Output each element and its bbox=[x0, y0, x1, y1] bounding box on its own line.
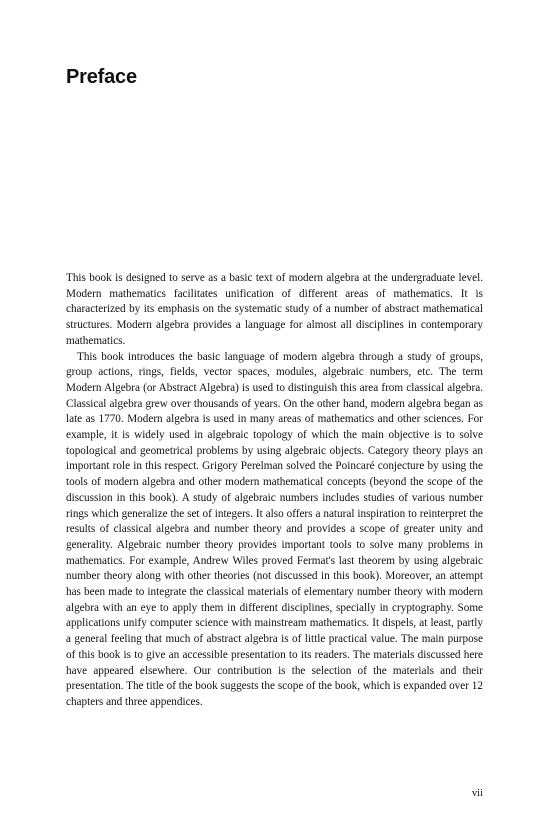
preface-body bbox=[66, 271, 483, 711]
page-title: Preface bbox=[66, 66, 137, 88]
page-number: vii bbox=[471, 788, 483, 799]
paragraph-1: This book is designed to serve as a basic text of modern algebra at the undergraduate level. Modern mathematics facilitates unification of different areas of mathematics. It is characterized by its emphasis on the systematic study of a number of abstract mathematical structures. Modern algebra provides a language for almost all disciplines in contemporary mathematics. bbox=[66, 272, 483, 347]
paragraph-2: This book introduces the basic language of modern algebra through a study of groups, group actions, rings, fields, vector spaces, modules, algebraic numbers, etc. The term Modern Algebra (or Abstract Algebra) is used to distinguish this area from classical algebra. Classical algebra grew over thousands of years. On the other hand, modern algebra began as late as 1770. Modern algebra is used in many areas of mathematics and other sciences. For example, it is widely used in algebraic topology of which the main objective is to solve topological and geometrical problems by using algebraic objects. Category theory plays an important role in this respect. Grigory Perelman solved the Poincaré conjecture by using the tools of modern algebra and other modern mathematical concepts (beyond the scope of the discussion in this book). A study of algebraic numbers includes studies of various number rings which generalize the set of integers. It also offers a natural inspiration to reinterpret the results of classical algebra and number theory and provides a scope of greater unity and generality. Algebraic number theory provides important tools to solve many problems in mathematics. For example, Andrew Wiles proved Fermat's last theorem by using algebraic number theory along with other theories (not discussed in this book). Moreover, an attempt has been made to integrate the classical materials of elementary number theory with modern algebra with an eye to apply them in different disciplines, specially in cryptography. Some applications unify computer science with mainstream mathematics. It dispels, at least, partly a general feeling that much of abstract algebra is of little practical value. The main purpose of this book is to give an accessible presentation to its readers. The materials discussed here have appeared elsewhere. Our contribution is the selection of the materials and their presentation. The title of the book suggests the scope of the book, which is expanded over 12 chapters and three appendices. bbox=[66, 350, 483, 708]
